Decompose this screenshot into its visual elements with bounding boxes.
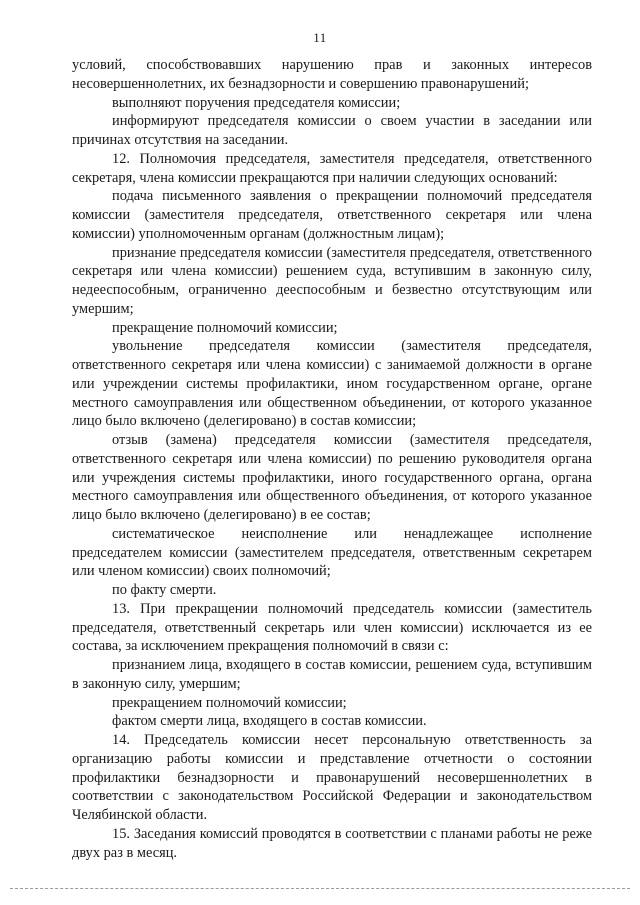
paragraph: выполняют поручения председателя комиссии; xyxy=(112,94,401,111)
paragraph: отзыв (замена) председателя комиссии (заместителя председателя, ответственного секретаря или члена комиссии) по решению руководителя органа или учреждения системы профилактики, иного государственного органа, органа местного самоуправления или общественного объединения, от которого указанное лицо было включено (делегировано) в ее состав; xyxy=(72,432,592,523)
paragraph: прекращение полномочий комиссии; xyxy=(112,319,338,336)
paragraph: 12. Полномочия председателя, заместителя председателя, ответственного секретаря, члена комиссии прекращаются при наличии следующих оснований: xyxy=(72,150,592,186)
page-bottom-edge xyxy=(10,888,630,889)
paragraph: 14. Председатель комиссии несет персональную ответственность за организацию работы комиссии и представление отчетности о состоянии профилактики безнадзорности и правонарушений несовершеннолетних в соответствии с законодательством Российской Федерации и законодательством Челябинской области. xyxy=(72,732,592,823)
paragraph: подача письменного заявления о прекращении полномочий председателя комиссии (заместителя председателя, ответственного секретаря или члена комиссии) уполномоченным органам (должностным лицам); xyxy=(72,188,592,242)
paragraph: фактом смерти лица, входящего в состав комиссии. xyxy=(112,713,427,730)
paragraph: 15. Заседания комиссий проводятся в соответствии с планами работы не реже двух раз в месяц. xyxy=(72,825,592,861)
page-number: 11 xyxy=(313,30,327,45)
paragraph: увольнение председателя комиссии (заместителя председателя, ответственного секретаря или члена комиссии) с занимаемой должности в органе или учреждении системы профилактики, ином государственном органе, органе местного самоуправления или общественном объединении, от которого указанное лицо было включено (делегировано) в состав комиссии; xyxy=(72,338,592,430)
document-body xyxy=(72,56,592,862)
paragraph: признание председателя комиссии (заместителя председателя, ответственного секретаря или члена комиссии) решением суда, вступившим в законную силу, недееспособным, ограниченно дееспособным и безвестно отсутствующим или умершим; xyxy=(72,244,592,317)
paragraph: систематическое неисполнение или ненадлежащее исполнение председателем комиссии (заместителем председателя, ответственным секретарем или членом комиссии) своих полномочий; xyxy=(72,525,592,580)
paragraph: условий, способствовавших нарушению прав и законных интересов несовершеннолетних, их безнадзорности и совершению правонарушений; xyxy=(72,57,592,92)
paragraph: по факту смерти. xyxy=(112,582,217,598)
paragraph: прекращением полномочий комиссии; xyxy=(112,694,347,711)
paragraph: 13. При прекращении полномочий председатель комиссии (заместитель председателя, ответственный секретарь или член комиссии) исключается из ее состава, за исключением прекращения полномочий в связи с: xyxy=(72,600,592,655)
paragraph: информируют председателя комиссии о своем участии в заседании или причинах отсутствия на заседании. xyxy=(72,113,592,148)
paragraph: признанием лица, входящего в состав комиссии, решением суда, вступившим в законную силу, умершим; xyxy=(72,657,592,692)
